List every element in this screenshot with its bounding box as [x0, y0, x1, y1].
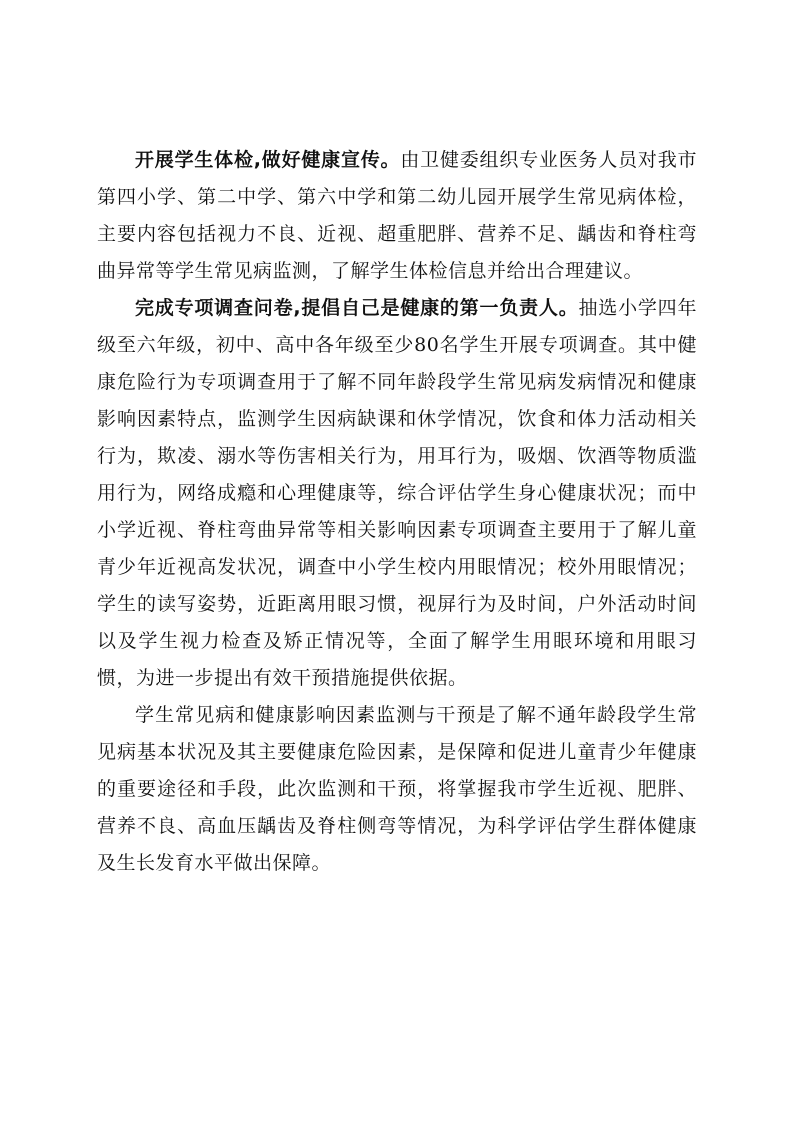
paragraph-summary — [97, 697, 697, 882]
paragraph-text: 学生常见病和健康影响因素监测与干预是了解不通年龄段学生常见病基本状况及其主要健康危险因素，是保障和促进儿童青少年健康的重要途径和手段，此次监测和干预，将掌握我市学生近视、肥胖、营养不良、高血压龋齿及脊柱侧弯等情况，为科学评估学生群体健康及生长发育水平做出保障。 — [97, 704, 697, 874]
paragraph-text: 抽选小学四年级至六年级，初中、高中各年级至少80名学生开展专项调查。其中健康危险行为专项调查用于了解不同年龄段学生常见病发病情况和健康影响因素特点，监测学生因病缺课和休学情况，饮食和体力活动相关行为，欺凌、溺水等伤害相关行为，用耳行为，吸烟、饮酒等物质滥用行为，网络成瘾和心理健康等，综合评估学生身心健康状况；而中小学近视、脊柱弯曲异常等相关影响因素专项调查主要用于了解儿童青少年近视高发状况，调查中小学生校内用眼情况；校外用眼情况；学生的读写姿势，近距离用眼习惯，视屏行为及时间，户外活动时间以及学生视力检查及矫正情况等，全面了解学生用眼环境和用眼习惯，为进一步提出有效干预措施提供依据。 — [97, 297, 697, 689]
paragraph-health-checkup — [97, 142, 697, 290]
paragraph-text: 由卫健委组织专业医务人员对我市第四小学、第二中学、第六中学和第二幼儿园开展学生常见病体检，主要内容包括视力不良、近视、超重肥胖、营养不足、龋齿和脊柱弯曲异常等学生常见病监测，了解学生体检信息并给出合理建议。 — [97, 149, 697, 282]
paragraph-lead: 完成专项调查问卷,提倡自己是健康的第一负责人。 — [135, 297, 579, 319]
paragraph-survey — [97, 290, 697, 697]
document-body — [97, 142, 697, 882]
paragraph-lead: 开展学生体检,做好健康宣传。 — [135, 149, 401, 171]
